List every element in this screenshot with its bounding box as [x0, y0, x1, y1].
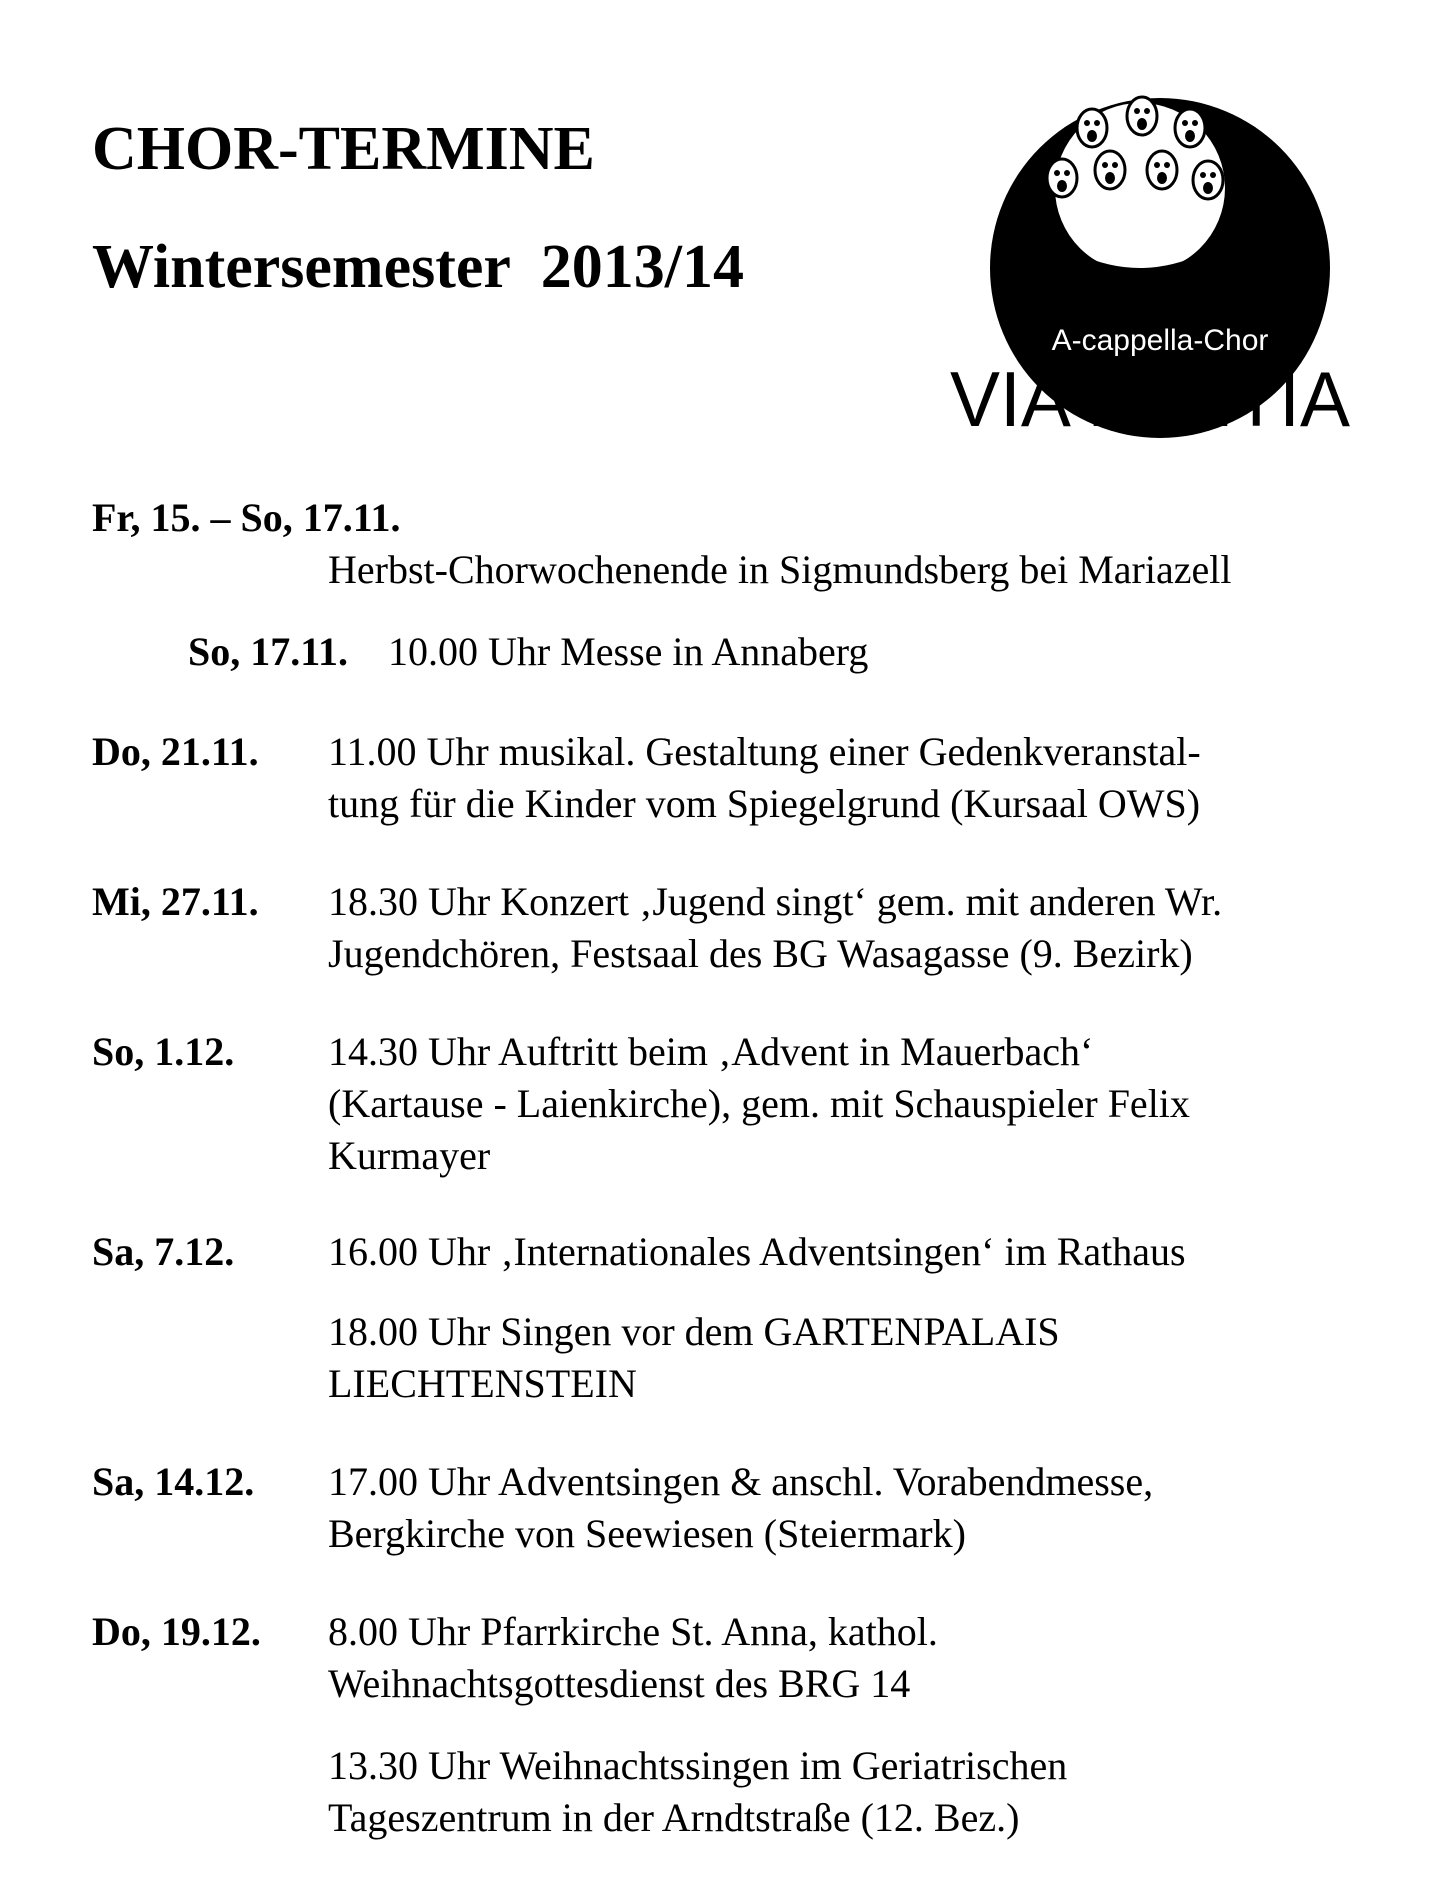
event-date: Sa, 7.12.	[92, 1229, 235, 1274]
event-description	[328, 726, 1201, 830]
event-line: 18.30 Uhr Konzert ‚Jugend singt‘ gem. mit anderen Wr.	[328, 879, 1223, 924]
event-line: Tageszentrum in der Arndtstraße (12. Bez.)	[328, 1795, 1020, 1840]
logo-label-small: A-cappella-Chor	[1051, 324, 1269, 357]
event-date: Do, 19.12.	[92, 1609, 261, 1654]
event-date: Fr, 15. – So, 17.11.	[92, 495, 401, 540]
page-subtitle: Wintersemester 2013/14	[92, 233, 744, 301]
event-line: (Kartause - Laienkirche), gem. mit Schauspieler Felix	[328, 1081, 1190, 1126]
event-description	[328, 876, 1222, 980]
event-date: So, 1.12.	[92, 1029, 235, 1074]
event-line: 17.00 Uhr Adventsingen & anschl. Vorabendmesse,	[328, 1459, 1154, 1504]
page-title: CHOR-TERMINE	[92, 115, 595, 183]
event-date: So, 17.11.	[188, 629, 349, 674]
event-description	[328, 1456, 1153, 1560]
event-line: 16.00 Uhr ‚Internationales Adventsingen‘ im Rathaus	[328, 1229, 1186, 1274]
event-line: 8.00 Uhr Pfarrkirche St. Anna, kathol.	[328, 1609, 938, 1654]
event-line: 11.00 Uhr musikal. Gestaltung einer Gedenkveranstal-	[328, 729, 1201, 774]
choir-logo	[950, 88, 1360, 438]
event-line: Bergkirche von Seewiesen (Steiermark)	[328, 1511, 966, 1556]
event-description	[328, 1740, 1067, 1844]
event-line: tung für die Kinder vom Spiegelgrund (Kursaal OWS)	[328, 781, 1201, 826]
event-description	[328, 1606, 938, 1710]
event-line: Herbst-Chorwochenende in Sigmundsberg bei Mariazell	[328, 547, 1232, 592]
event-line: 13.30 Uhr Weihnachtssingen im Geriatrischen	[328, 1743, 1068, 1788]
event-description	[388, 626, 868, 678]
event-line: 18.00 Uhr Singen vor dem GARTENPALAIS	[328, 1309, 1060, 1354]
event-line: 14.30 Uhr Auftritt beim ‚Advent in Mauerbach‘	[328, 1029, 1094, 1074]
event-date: Sa, 14.12.	[92, 1459, 255, 1504]
event-description	[328, 1026, 1190, 1182]
event-date: Mi, 27.11.	[92, 879, 259, 924]
event-line: LIECHTENSTEIN	[328, 1361, 637, 1406]
logo-label-large: VIA LENTIA	[950, 355, 1350, 438]
event-description	[328, 544, 1231, 596]
event-description	[328, 1226, 1186, 1278]
event-description	[328, 1306, 1060, 1410]
event-line: 10.00 Uhr Messe in Annaberg	[388, 629, 869, 674]
event-line: Kurmayer	[328, 1133, 491, 1178]
event-line: Jugendchören, Festsaal des BG Wasagasse (9. Bezirk)	[328, 931, 1193, 976]
event-line: Weihnachtsgottesdienst des BRG 14	[328, 1661, 911, 1706]
event-date: Do, 21.11.	[92, 729, 259, 774]
choir-faces-logo-icon	[950, 88, 1360, 438]
